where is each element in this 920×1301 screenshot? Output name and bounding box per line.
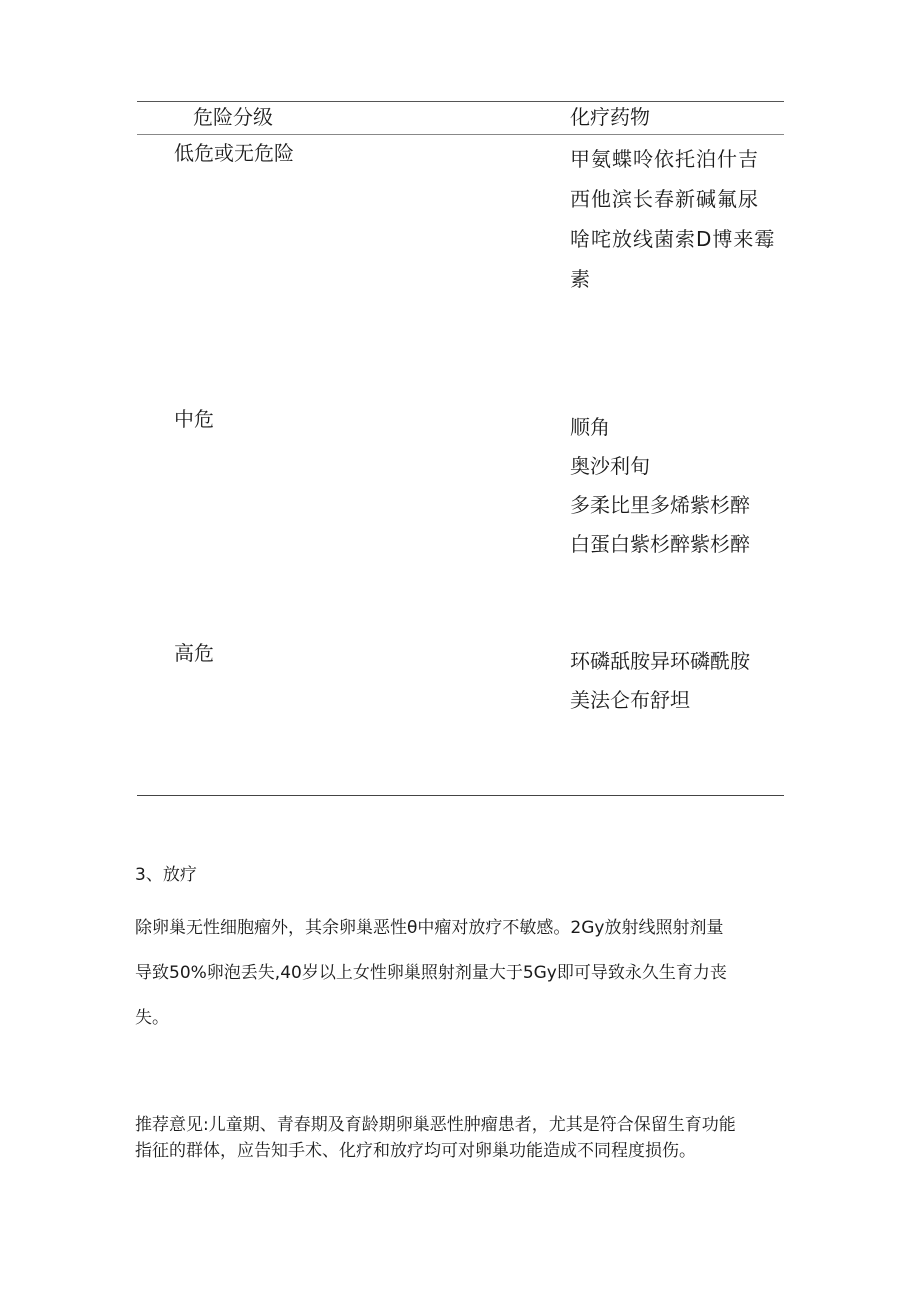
drug-line: 啥咤放线菌索D博来霉 — [570, 227, 776, 251]
table-header-rule — [137, 134, 784, 135]
drug-line: 甲氨蝶呤依托泊什吉 — [570, 147, 759, 171]
paragraph-line: 除卵巢无性细胞瘤外，其余卵巢恶性θ中瘤对放疗不敏感。2Gy放射线照射剂量 — [135, 918, 724, 938]
risk-level-medium: 中危 — [174, 407, 214, 431]
table-bottom-rule — [137, 795, 784, 796]
radiotherapy-paragraph — [135, 906, 795, 1041]
drug-line: 顺角 — [570, 415, 610, 439]
section-title-radiotherapy: 3、放疗 — [135, 865, 197, 885]
recommendation-paragraph — [135, 1112, 795, 1164]
table-top-rule — [137, 101, 784, 102]
drug-list-medium — [570, 408, 784, 564]
drug-line: 奥沙利旬 — [570, 454, 650, 478]
paragraph-line: 指征的群体，应告知手术、化疗和放疗均可对卵巢功能造成不同程度损伤。 — [135, 1141, 696, 1161]
paragraph-line: 失。 — [135, 1008, 169, 1028]
drug-list-low — [570, 139, 784, 299]
drug-line: 素 — [570, 267, 591, 291]
drug-line: 西他滨长春新碱氟尿 — [570, 187, 759, 211]
header-risk-level: 危险分级 — [193, 105, 273, 129]
drug-line: 白蛋白紫杉醉紫杉醉 — [570, 532, 750, 556]
risk-level-low: 低危或无危险 — [174, 141, 294, 165]
drug-line: 环磷舐胺异环磷酰胺 — [570, 649, 750, 673]
drug-list-high — [570, 642, 784, 720]
drug-line: 多柔比里多烯紫杉醉 — [570, 493, 750, 517]
header-chemo-drugs: 化疗药物 — [570, 105, 650, 129]
drug-line: 美法仑布舒坦 — [570, 688, 690, 712]
paragraph-line: 推荐意见:儿童期、青春期及育龄期卵巢恶性肿瘤患者，尤其是符合保留生育功能 — [135, 1115, 736, 1135]
risk-level-high: 高危 — [174, 641, 214, 665]
paragraph-line: 导致50%卵泡丢失,40岁以上女性卵巢照射剂量大于5Gy即可导致永久生育力丧 — [135, 963, 727, 983]
